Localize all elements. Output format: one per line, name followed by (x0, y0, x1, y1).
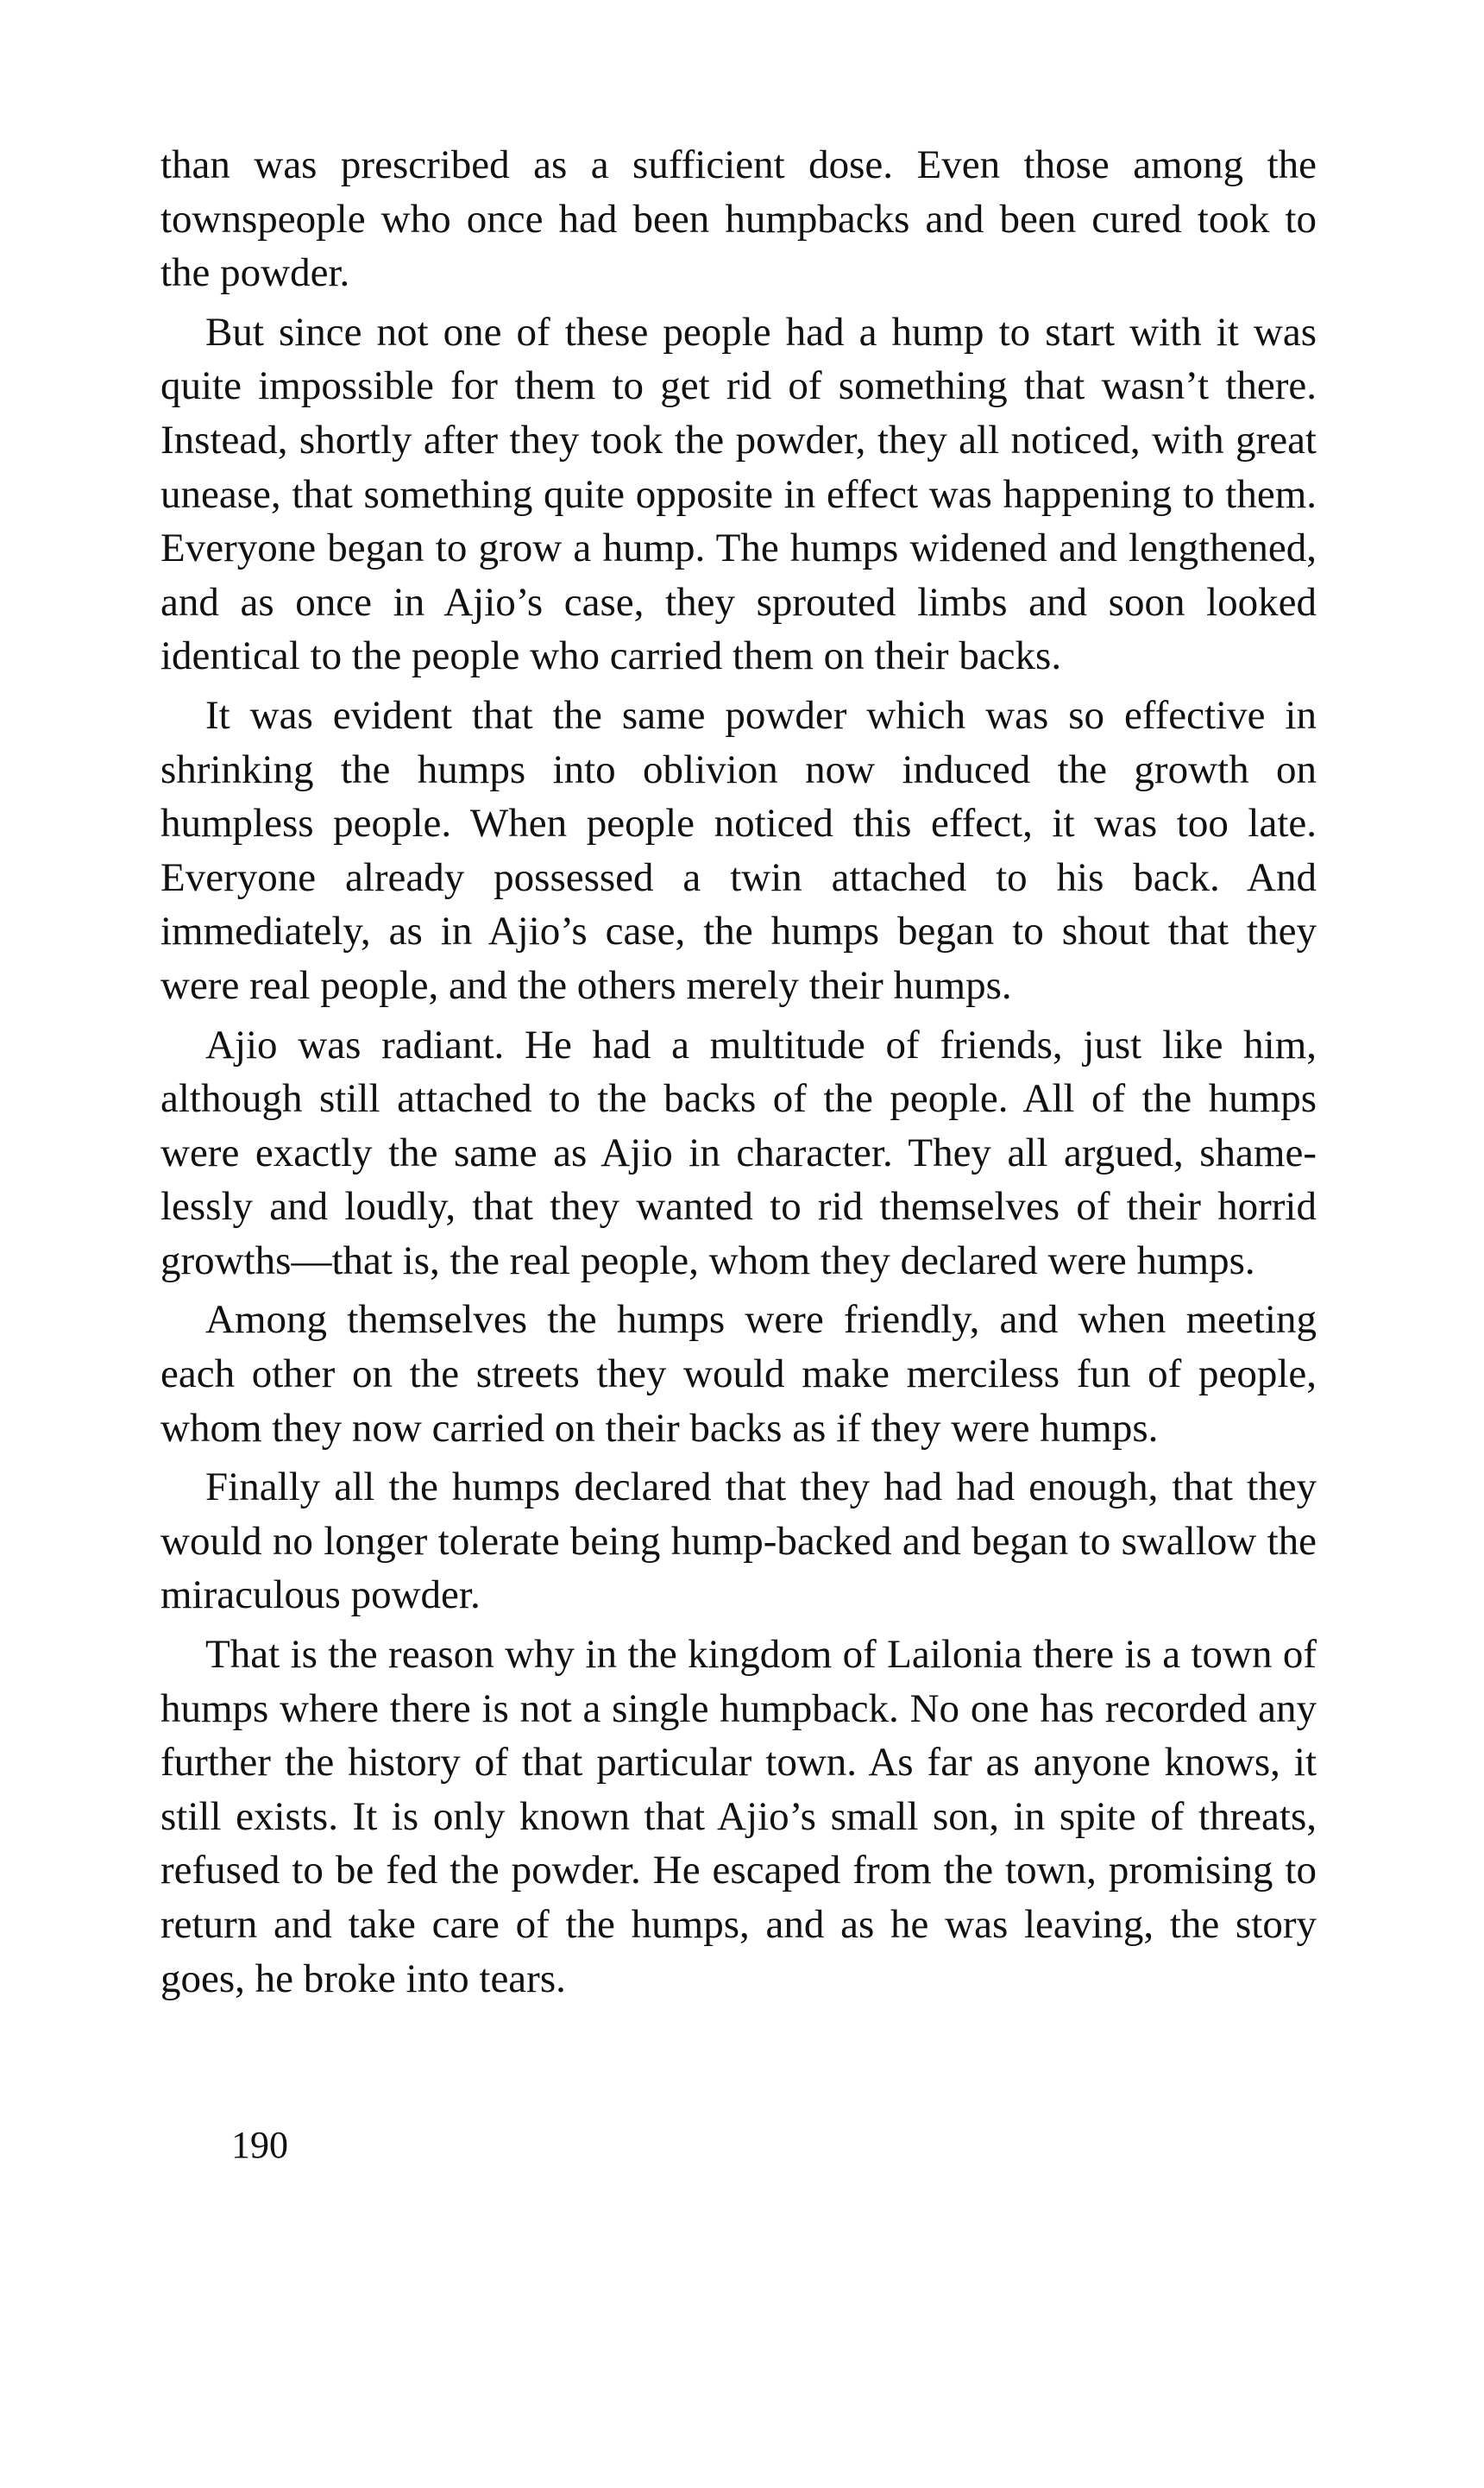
paragraph-powder-effect: It was evident that the same powder which was so effective in shrinking the humps into oblivion now induced the growth on humpless people. When people noticed this effect, it was too late. Everyone already possessed a twin attached to his back. And immediately, as in Ajio’s case, the humps began to shout that they were real people, and the others merely their humps. (160, 692, 1317, 1008)
paragraph-no-hump: But since not one of these people had a hump to start with it was quite impossible for them to get rid of something that wasn’t there. Instead, shortly after they took the powder, they all noticed, with great unease, that something quite opposite in effect was happening to them. Everyone began to grow a hump. The humps widened and lengthened, and as once in Ajio’s case, they sprouted limbs and soon looked identical to the people who carried them on their backs. (160, 309, 1317, 679)
paragraph-ajio-radiant: Ajio was radiant. He had a multitude of friends, just like him, although still attached to the backs of the people. All of the humps were exactly the same as Ajio in character. They all argued, shamelessly and loudly, that they wanted to rid themselves of their horrid growths—that is, the real people, whom they declared were humps. (160, 1022, 1317, 1283)
paragraph-continuation: than was prescribed as a sufficient dose. Even those among the townspeople who once had been humpbacks and been cured took to the powder. (160, 142, 1317, 296)
paragraph-humps-friendly: Among themselves the humps were friendly, and when meeting each other on the streets they would make merciless fun of people, whom they now carried on their backs as if they were humps. (160, 1297, 1317, 1451)
paragraph-town-of-humps: That is the reason why in the kingdom of Lailonia there is a town of humps where there is not a single humpback. No one has recorded any further the history of that particular town. As far as anyone knows, it still exists. It is only known that Ajio’s small son, in spite of threats, refused to be fed the powder. He escaped from the town, promising to return and take care of the humps, and as he was leaving, the story goes, he broke into tears. (160, 1632, 1317, 2001)
paragraph-humps-declared: Finally all the humps declared that they had had enough, that they would no longer tolerate being hump-backed and began to swallow the miraculous powder. (160, 1464, 1317, 1618)
page-number: 190 (231, 2124, 288, 2166)
body-text (160, 138, 1317, 2011)
